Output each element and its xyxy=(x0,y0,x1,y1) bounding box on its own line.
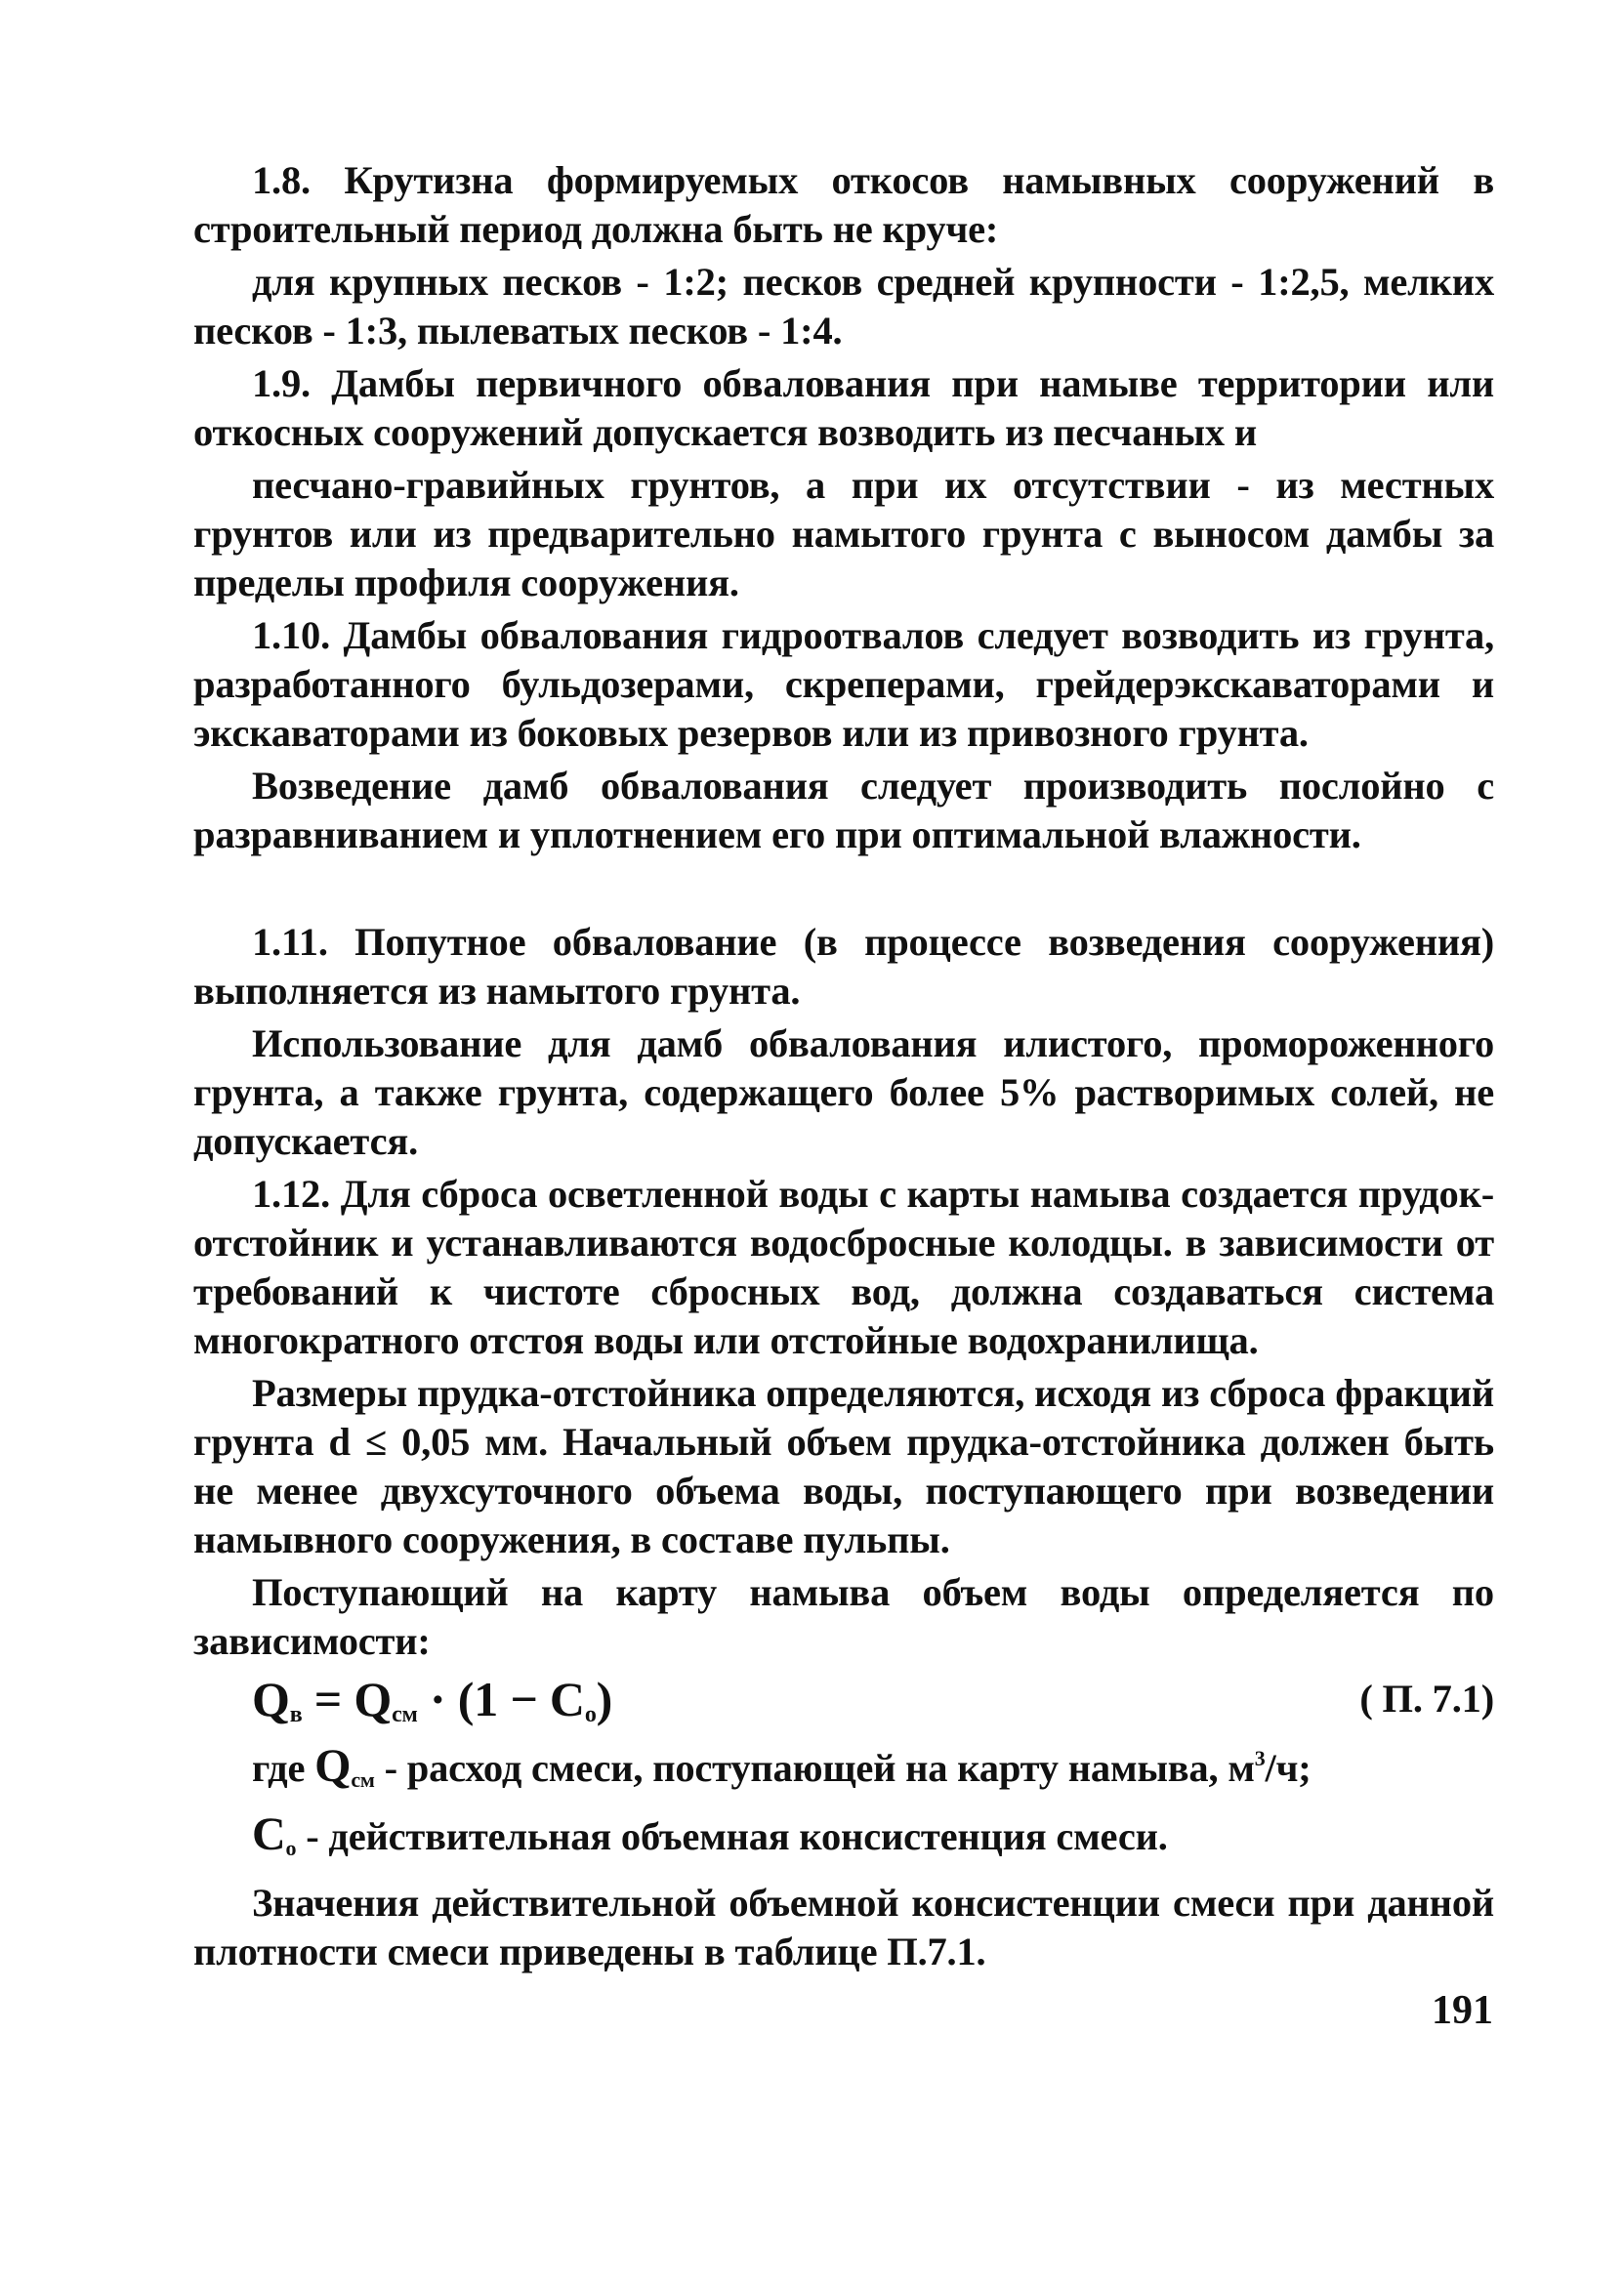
paragraph-sand-slopes: для крупных песков - 1:2; песков средней крупности - 1:2,5, мелких песков - 1:3, пылеватых песков - 1:4. xyxy=(193,260,1494,353)
formula-c: C xyxy=(549,1672,585,1726)
formula-qsm-sub: см xyxy=(392,1702,418,1727)
page-number: 191 xyxy=(1432,1988,1493,2033)
where-co xyxy=(193,1810,1494,1873)
where-qsm-tail: /ч; xyxy=(1265,1746,1312,1790)
paragraph-dam-construction: Возведение дамб обвалования следует производить послойно с разравниванием и уплотнением его при оптимальной влажности. xyxy=(193,764,1494,856)
paragraph-1-9: 1.9. Дамбы первичного обвалования при намыве территории или откосных сооружений допускается возводить из песчаных и xyxy=(193,361,1494,454)
where-qsm-sub: см xyxy=(351,1767,375,1792)
where-co-sub: о xyxy=(285,1836,297,1860)
paragraph-1-10: 1.10. Дамбы обвалования гидроотвалов следует возводить из грунта, разработанного бульдозерами, скреперами, грейдерэкскаваторами и экскаваторами из боковых резервов или из привозного грунта. xyxy=(193,613,1494,755)
paragraph-1-12: 1.12. Для сброса осветленной воды с карты намыва создается прудок-отстойник и устанавливаются водосбросные колодцы. в зависимости от требований к чистоте сбросных вод, должна создаваться система многократного отстоя воды или отстойные водохранилища. xyxy=(193,1172,1494,1362)
paragraph-1-8: 1.8. Крутизна формируемых откосов намывных сооружений в строительный период должна быть не круче: xyxy=(193,158,1494,251)
where-qsm xyxy=(193,1734,1494,1805)
where-qsm-sup: 3 xyxy=(1254,1746,1266,1770)
formula-c-sub: о xyxy=(584,1702,597,1727)
formula-p-7-1 xyxy=(252,1670,612,1744)
formula-equals: = xyxy=(302,1672,354,1726)
formula-q-sub: в xyxy=(289,1702,303,1727)
where-co-text: - действительная объемная консистенция смеси. xyxy=(296,1814,1168,1858)
formula-q: Q xyxy=(252,1672,290,1726)
paragraph-water-volume: Поступающий на карту намыва объем воды определяется по зависимости: xyxy=(193,1570,1494,1663)
where-qsm-symbol: Q xyxy=(314,1740,352,1792)
paragraph-gravel-soils: песчано-гравийных грунтов, а при их отсутствии - из местных грунтов или из предварительно намытого грунта с выносом дамбы за пределы профиля сооружения. xyxy=(193,463,1494,604)
paragraph-pond-size: Размеры прудка-отстойника определяются, исходя из сброса фракций грунта d ≤ 0,05 мм. Начальный объем прудка-отстойника должен быть не менее двухсуточного объема воды, поступающего при возведении намывного сооружения, в составе пульпы. xyxy=(193,1371,1494,1561)
paragraph-gap xyxy=(193,863,1494,918)
formula-qsm: Q xyxy=(354,1672,393,1726)
equation-number: ( П. 7.1) xyxy=(1359,1677,1494,1721)
paragraph-silty-soils: Использование для дамб обвалования илистого, промороженного грунта, а также грунта, содержащего более 5% растворимых солей, не допускается. xyxy=(193,1021,1494,1163)
where-prefix: где xyxy=(252,1746,315,1790)
formula-open: · (1 − xyxy=(417,1672,550,1726)
paragraph-1-11: 1.11. Попутное обвалование (в процессе возведения сооружения) выполняется из намытого грунта. xyxy=(193,920,1494,1013)
paragraph-table-reference: Значения действительной объемной консистенции смеси при данной плотности смеси приведены в таблице П.7.1. xyxy=(193,1881,1494,1973)
where-qsm-text: - расход смеси, поступающей на карту намыва, м xyxy=(374,1746,1255,1790)
page-body xyxy=(193,156,1494,1980)
where-co-symbol: C xyxy=(252,1808,286,1860)
formula-close: ) xyxy=(596,1672,613,1726)
formula-row xyxy=(193,1670,1494,1728)
